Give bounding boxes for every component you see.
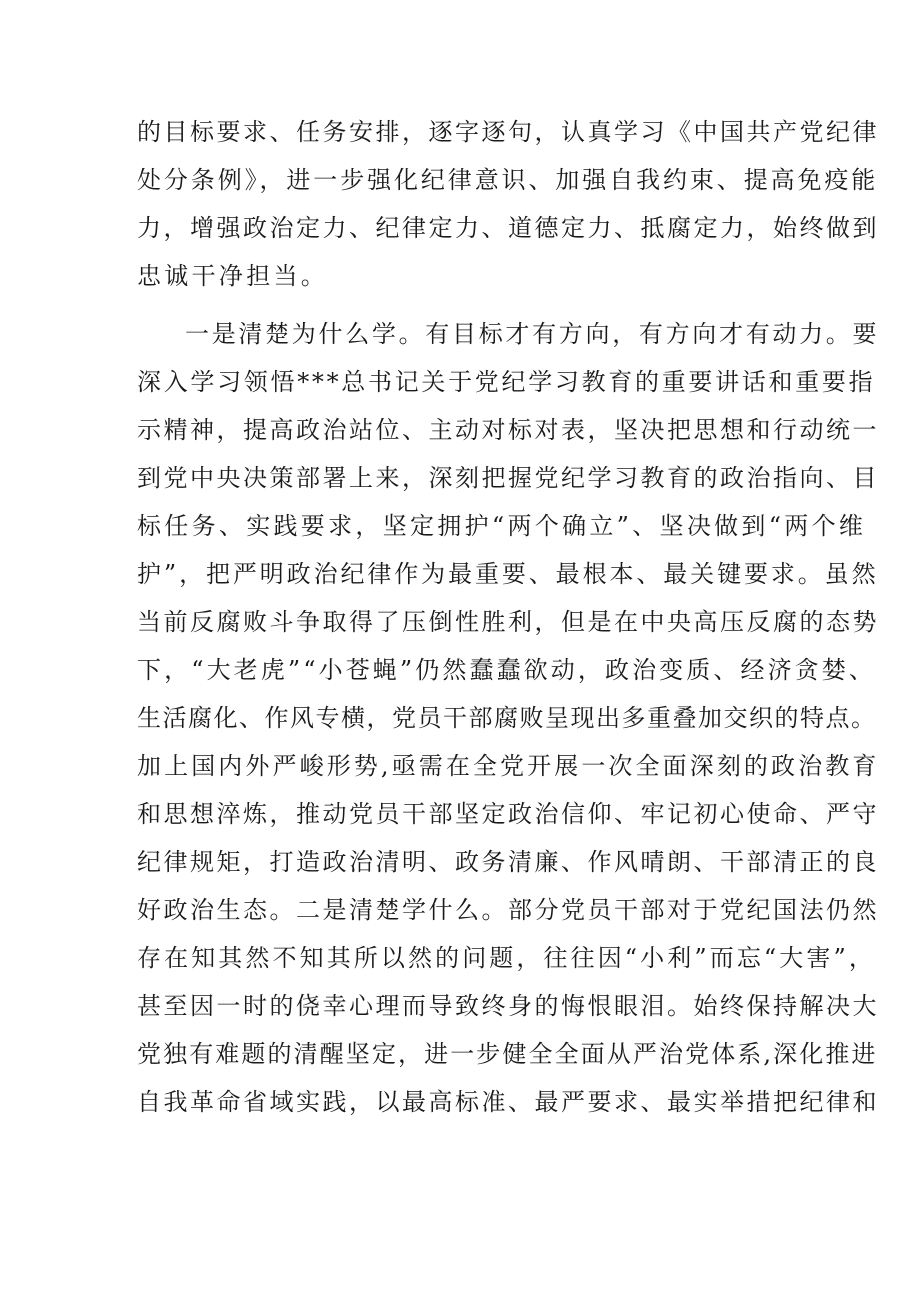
text-line-21: 自我革命省域实践，以最高标准、最严要求、最实举措把纪律和 [137,1088,879,1116]
text-line-1: 的目标要求、任务安排，逐字逐句，认真学习《中国共产党纪律 [137,118,879,146]
text-line-16: 纪律规矩，打造政治清明、政务清廉、作风晴朗、干部清正的良 [137,848,879,876]
text-line-10: 护”，把严明政治纪律作为最重要、最根本、最关键要求。虽然 [137,560,879,588]
text-line-4: 忠诚干净担当。 [137,262,329,290]
text-line-14: 加上国内外严峻形势,亟需在全党开展一次全面深刻的政治教育 [137,752,880,780]
text-line-19: 甚至因一时的侥幸心理而导致终身的悔恨眼泪。始终保持解决大 [137,992,879,1020]
text-line-18: 存在知其然不知其所以然的问题，往往因“小利”而忘“大害”， [137,944,876,972]
text-line-6: 深入学习领悟***总书记关于党纪学习教育的重要讲话和重要指 [137,368,876,396]
text-line-15: 和思想淬炼，推动党员干部坚定政治信仰、牢记初心使命、严守 [137,800,879,828]
text-line-5: 一是清楚为什么学。有目标才有方向，有方向才有动力。要 [185,320,880,348]
text-line-3: 力，增强政治定力、纪律定力、道德定力、抵腐定力，始终做到 [137,214,879,242]
text-line-7: 示精神，提高政治站位、主动对标对表，坚决把思想和行动统一 [137,416,879,444]
text-line-20: 党独有难题的清醒坚定，进一步健全全面从严治党体系,深化推进 [137,1040,878,1068]
text-line-13: 生活腐化、作风专横，党员干部腐败呈现出多重叠加交织的特点。 [137,704,877,732]
text-line-11: 当前反腐败斗争取得了压倒性胜利，但是在中央高压反腐的态势 [137,608,879,636]
text-line-12: 下，“大老虎”“小苍蝇”仍然蠢蠢欲动，政治变质、经济贪婪、 [137,656,876,684]
text-line-9: 标任务、实践要求，坚定拥护“两个确立”、坚决做到“两个维 [137,512,867,540]
text-line-17: 好政治生态。二是清楚学什么。部分党员干部对于党纪国法仍然 [137,896,879,924]
text-line-8: 到党中央决策部署上来，深刻把握党纪学习教育的政治指向、目 [137,464,879,492]
text-line-2: 处分条例》，进一步强化纪律意识、加强自我约束、提高免疫能 [137,166,879,194]
